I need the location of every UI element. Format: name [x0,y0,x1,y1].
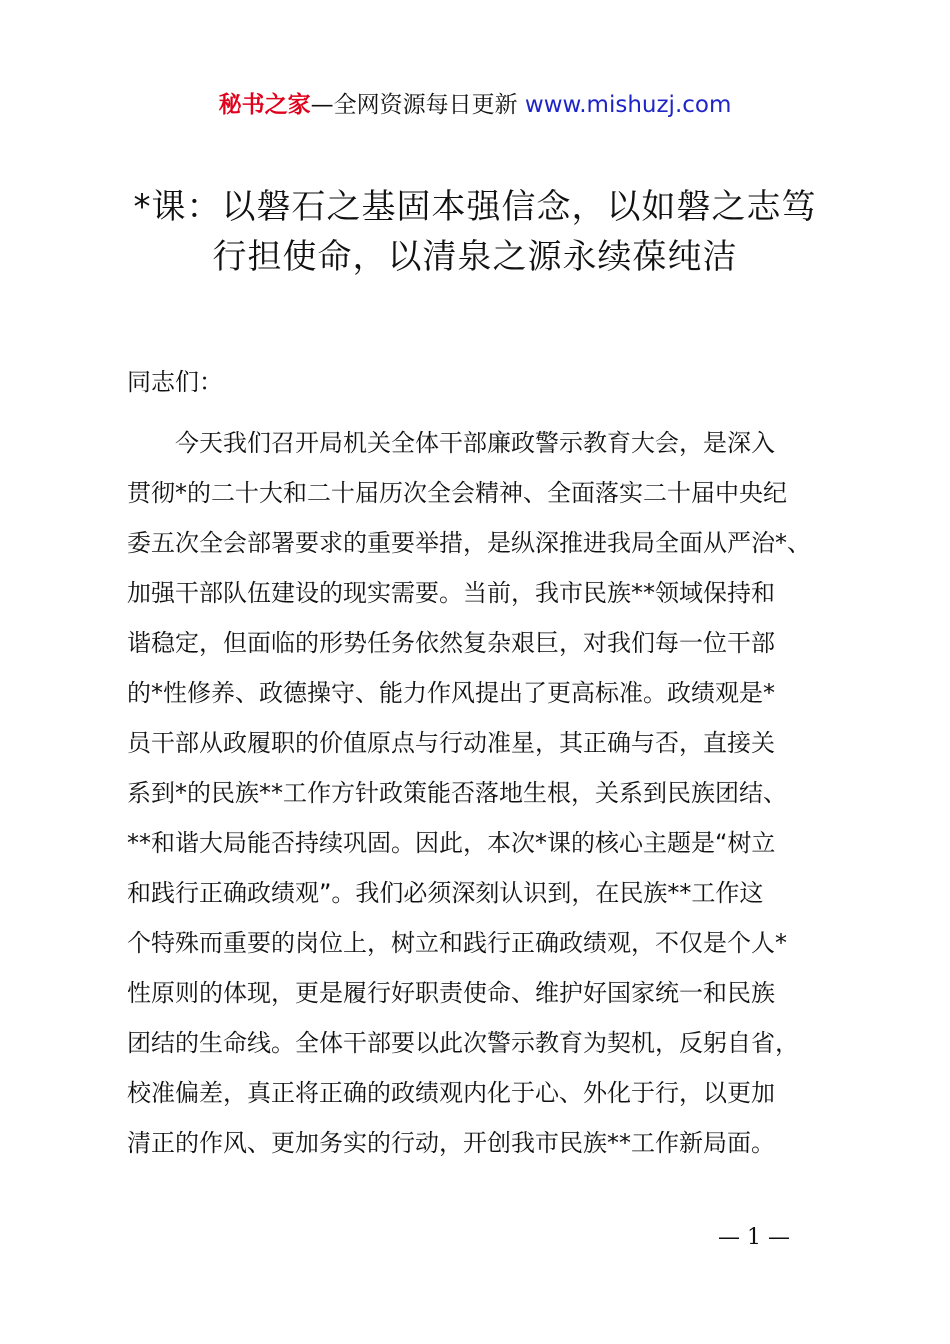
body-line: 系到*的民族**工作方针政策能否落地生根，关系到民族团结、 [127,779,787,807]
salutation: 同志们： [127,368,223,396]
body-paragraph [127,418,867,1168]
page-number: — 1 — [718,1225,790,1250]
body-line: 员干部从政履职的价值原点与行动准星，其正确与否，直接关 [127,729,775,757]
header-tagline: —全网资源每日更新 [310,92,525,118]
body-line: **和谐大局能否持续巩固。因此，本次*课的核心主题是“树立 [127,829,776,857]
body-line: 清正的作风、更加务实的行动，开创我市民族**工作新局面。 [127,1129,775,1157]
body-line: 校准偏差，真正将正确的政绩观内化于心、外化于行，以更加 [127,1079,775,1107]
body-line: 和践行正确政绩观”。我们必须深刻认识到，在民族**工作这 [127,879,764,907]
page-header [0,88,950,122]
body-line: 贯彻*的二十大和二十届历次全会精神、全面落实二十届中央纪 [127,479,787,507]
title-line: *课：以磐石之基固本强信念，以如磐之志笃 [133,187,817,227]
body-line: 性原则的体现，更是履行好职责使命、维护好国家统一和民族 [127,979,775,1007]
body-line: 谐稳定，但面临的形势任务依然复杂艰巨，对我们每一位干部 [127,629,775,657]
document-title [60,182,890,282]
body-line: 的*性修养、政德操守、能力作风提出了更高标准。政绩观是* [127,679,775,707]
body-line: 委五次全会部署要求的重要举措，是纵深推进我局全面从严治*、 [127,529,811,557]
body-line: 今天我们召开局机关全体干部廉政警示教育大会，是深入 [175,429,775,457]
body-line: 团结的生命线。全体干部要以此次警示教育为契机，反躬自省， [127,1029,799,1057]
title-line: 行担使命，以清泉之源永续葆纯洁 [212,237,738,277]
body-line: 个特殊而重要的岗位上，树立和践行正确政绩观，不仅是个人* [127,929,787,957]
body-line: 加强干部队伍建设的现实需要。当前，我市民族**领域保持和 [127,579,775,607]
site-url-link[interactable]: www.mishuzj.com [524,92,732,118]
brand-name: 秘书之家 [218,92,311,118]
